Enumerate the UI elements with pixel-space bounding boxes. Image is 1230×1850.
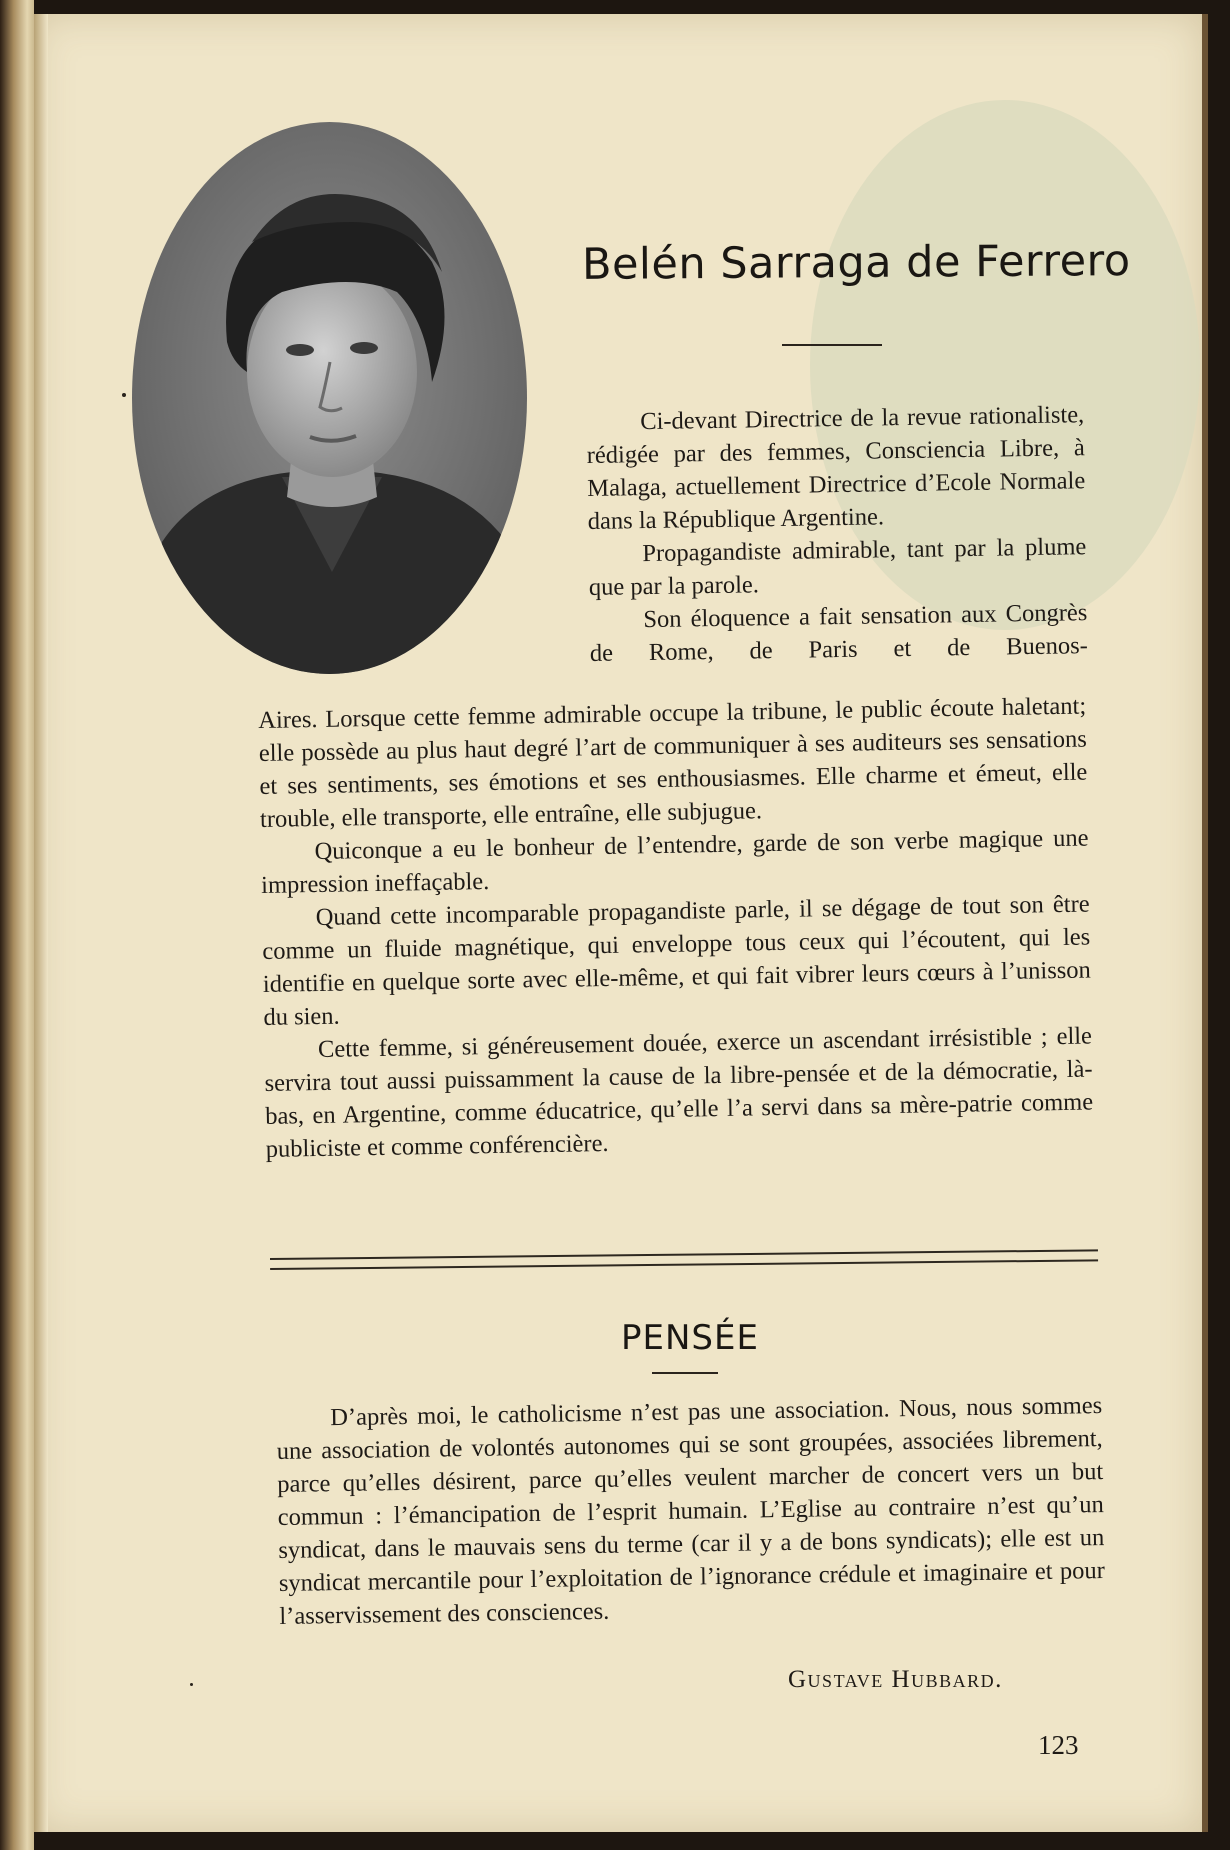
portrait-illustration (132, 122, 527, 674)
intro-paragraph: Ci-devant Directrice de la revue rationaliste, rédigée par des femmes, Consciencia Libre, à Malaga, actuellement Directrice d’Ecole Normale dans la République Argentine. (586, 401, 1086, 535)
portrait-photo (132, 122, 527, 674)
body-paragraph: Cette femme, si généreusement douée, exerce un ascendant irrésistible ; elle servira tout aussi puissamment la cause de la libre-pensée et de la démocratie, là-bas, en Argentine, comme éducatrice, qu’elle l’a servi dans sa mère-patrie comme publiciste et comme conférencière. (264, 1022, 1094, 1163)
section-title: PENSÉE (621, 1318, 759, 1358)
body-paragraph: Aires. Lorsque cette femme admirable occupe la tribune, le public écoute haletant; elle possède au plus haut degré l’art de communiquer à ses auditeurs ses sensations et ses sentiments, ses émotions et ses enthousiasmes. Elle charme et émeut, elle trouble, elle transporte, elle entraîne, elle subjugue. (258, 692, 1088, 833)
body-text (258, 690, 1094, 1166)
article-title: Belén Sarraga de Ferrero (581, 236, 1131, 290)
section-title-divider (652, 1372, 718, 1374)
pensee-paragraph: D’après moi, le catholicisme n’est pas une association. Nous, nous sommes une association de volontés autonomes qui se sont groupées, associées librement, parce qu’elles désirent, parce qu’elles veulent marcher de concert vers un but commun : l’émancipation de l’esprit humain. L’Eglise au contraire n’est qu’un syndicat, dans le mauvais sens du terme (car il y a de bons syndicats); elle est un syndicat mercantile pour l’exploitation de l’ignorance crédule et imaginaire et pour l’asservissement des consciences. (276, 1392, 1105, 1630)
ink-speck (190, 1683, 193, 1686)
intro-column (586, 398, 1088, 670)
body-paragraph: Quiconque a eu le bonheur de l’entendre, garde de son verbe magique une impression ineffaçable. (260, 824, 1089, 899)
page-number: 123 (1038, 1730, 1079, 1760)
book-spine (0, 0, 34, 1850)
body-paragraph: Quand cette incomparable propagandiste parle, il se dégage de tout son être comme un fluide magnétique, qui enveloppe tous ceux qui l’écoutent, qui les identifie en quelque sorte avec elle-même, et qui fait vibrer leurs cœurs à l’unisson du sien. (262, 890, 1092, 1031)
title-divider (782, 344, 882, 346)
intro-paragraph: Son éloquence a fait sensation aux Congrès de Rome, de Paris et de Buenos- (589, 599, 1089, 667)
author-signature: Gustave Hubbard. (788, 1666, 1003, 1693)
intro-paragraph: Propagandiste admirable, tant par la plume que par la parole. (588, 533, 1087, 601)
pensee-text (276, 1389, 1106, 1633)
page-gutter-shadow (34, 14, 48, 1832)
ink-speck (122, 393, 126, 397)
